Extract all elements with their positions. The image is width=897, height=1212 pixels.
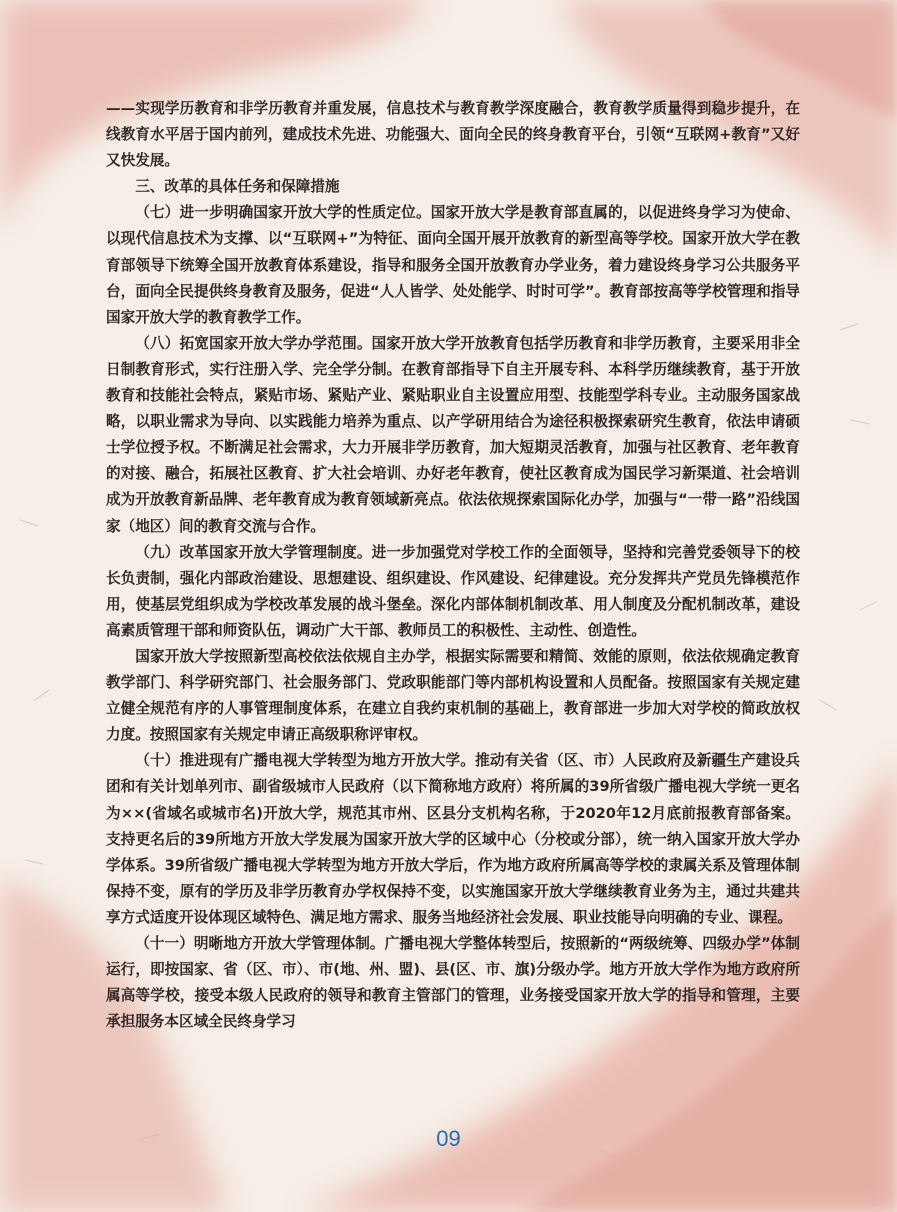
paragraph-10: （十）推进现有广播电视大学转型为地方开放大学。推动有关省（区、市）人民政府及新疆生产建设兵团和有关计划单列市、副省级城市人民政府（以下简称地方政府）将所属的39所省级广播电视大学统一更名为××(省域名或城市名)开放大学，规范其市州、区县分支机构名称，于2020年12月底前报教育部备案。支持更名后的39所地方开放大学发展为国家开放大学的区域中心（分校或分部），统一纳入国家开放大学办学体系。39所省级广播电视大学转型为地方开放大学后，作为地方政府所属高等学校的隶属关系及管理体制保持不变，原有的学历及非学历教育办学权保持不变，以实施国家开放大学继续教育业务为主，通过共建共享方式适度开设体现区域特色、满足地方需求、服务当地经济社会发展、职业技能导向明确的专业、课程。 <box>106 752 800 926</box>
paragraph-intro: ——实现学历教育和非学历教育并重发展，信息技术与教育教学深度融合，教育教学质量得到稳步提升，在线教育水平居于国内前列，建成技术先进、功能强大、面向全民的终身教育平台，引领“互联网+教育”又好又快发展。 <box>106 100 800 170</box>
article-body <box>106 96 800 1035</box>
page-number: 09 <box>436 1126 461 1151</box>
section-heading: 三、改革的具体任务和保障措施 <box>135 178 340 196</box>
paragraph-11: （十一）明晰地方开放大学管理体制。广播电视大学整体转型后，按照新的“两级统筹、四级办学”体制运行，即按国家、省（区、市）、市(地、州、盟)、县(区、市、旗)分级办学。地方开放大学作为地方政府所属高等学校，接受本级人民政府的领导和教育主管部门的管理，业务接受国家开放大学的指导和管理，主要承担服务本区域全民终身学习 <box>106 935 800 1031</box>
paragraph-8: （八）拓宽国家开放大学办学范围。国家开放大学开放教育包括学历教育和非学历教育，主要采用非全日制教育形式，实行注册入学、完全学分制。在教育部指导下自主开展专科、本科学历继续教育，基于开放教育和技能社会特点，紧贴市场、紧贴产业、紧贴职业自主设置应用型、技能型学科专业。主动服务国家战略，以职业需求为导向、以实践能力培养为重点、以产学研用结合为途径积极探索研究生教育，依法申请硕士学位授予权。不断满足社会需求，大力开展非学历教育，加大短期灵活教育，加强与社区教育、老年教育的对接、融合，拓展社区教育、扩大社会培训、办好老年教育，使社区教育成为国民学习新渠道、社会培训成为开放教育新品牌、老年教育成为教育领域新亮点。依法依规探索国际化办学，加强与“一带一路”沿线国家（地区）间的教育交流与合作。 <box>106 334 800 535</box>
paragraph-9: （九）改革国家开放大学管理制度。进一步加强党对学校工作的全面领导，坚持和完善党委领导下的校长负责制，强化内部政治建设、思想建设、组织建设、作风建设、纪律建设。充分发挥共产党员先锋模范作用，使基层党组织成为学校改革发展的战斗堡垒。深化内部体制机制改革、用人制度及分配机制改革，建设高素质管理干部和师资队伍，调动广大干部、教师员工的积极性、主动性、创造性。 <box>106 543 800 639</box>
paragraph-9-continued: 国家开放大学按照新型高校依法依规自主办学，根据实际需要和精简、效能的原则，依法依规确定教育教学部门、科学研究部门、社会服务部门、党政职能部门等内部机构设置和人员配备。按照国家有关规定建立健全规范有序的人事管理制度体系，在建立自我约束机制的基础上，教育部进一步加大对学校的简政放权力度。按照国家有关规定申请正高级职称评审权。 <box>106 647 800 744</box>
paragraph-7: （七）进一步明确国家开放大学的性质定位。国家开放大学是教育部直属的，以促进终身学习为使命、以现代信息技术为支撑、以“互联网+”为特征、面向全国开展开放教育的新型高等学校。国家开放大学在教育部领导下统筹全国开放教育体系建设，指导和服务全国开放教育办学业务，着力建设终身学习公共服务平台，面向全民提供终身教育及服务，促进“人人皆学、处处能学、时时可学”。教育部按高等学校管理和指导国家开放大学的教育教学工作。 <box>106 204 800 326</box>
